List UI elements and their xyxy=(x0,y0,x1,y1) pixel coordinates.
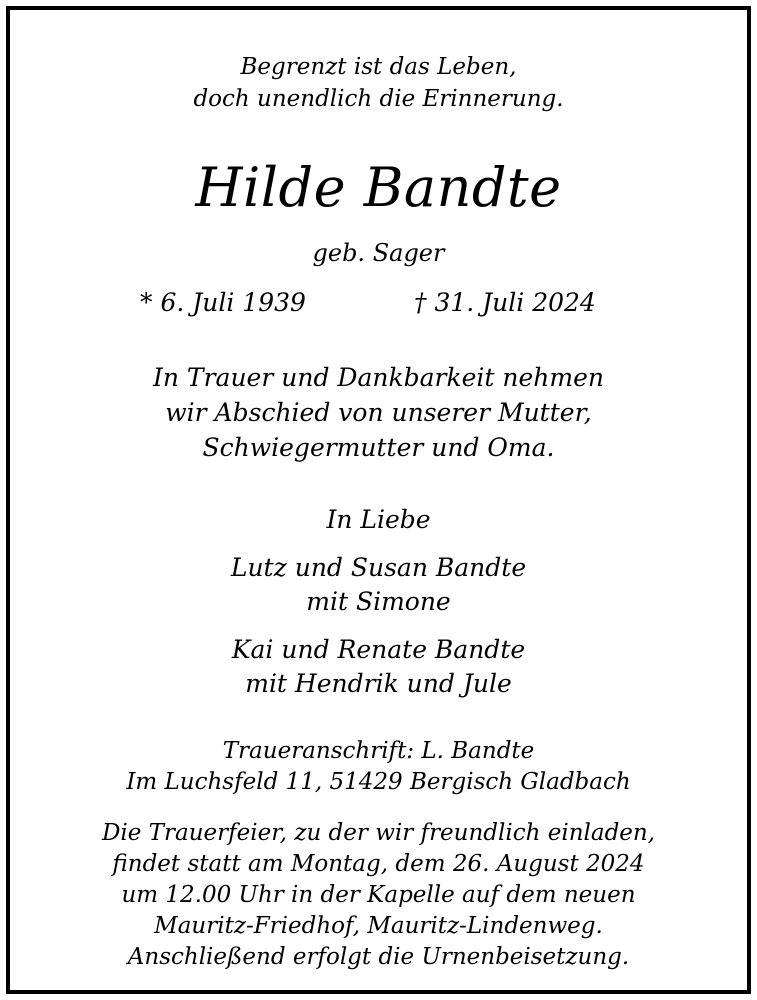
family-1-line-1: Lutz und Susan Bandte xyxy=(230,553,527,582)
life-dates xyxy=(10,288,747,318)
deceased-name: Hilde Bandte xyxy=(195,156,562,219)
obituary-notice xyxy=(6,6,751,994)
address-line-1: Traueranschrift: L. Bandte xyxy=(222,738,535,764)
birth-date: * 6. Juli 1939 xyxy=(140,288,306,317)
statement-line-2: wir Abschied von unserer Mutter, xyxy=(165,398,592,427)
motto-line-2: doch unendlich die Erinnerung. xyxy=(193,86,564,112)
ceremony-line-4: Mauritz-Friedhof, Mauritz-Lindenweg. xyxy=(154,913,603,939)
family-1-line-2: mit Simone xyxy=(306,587,451,616)
ceremony-line-5: Anschließend erfolgt die Urnenbeisetzung. xyxy=(127,944,630,970)
family-2-line-1: Kai und Renate Bandte xyxy=(231,635,526,664)
address-line-2: Im Luchsfeld 11, 51429 Bergisch Gladbach xyxy=(126,769,631,795)
statement-line-1: In Trauer und Dankbarkeit nehmen xyxy=(153,363,604,392)
ceremony-line-2: findet statt am Montag, dem 26. August 2024 xyxy=(112,851,645,877)
statement-line-3: Schwiegermutter und Oma. xyxy=(202,433,555,462)
death-date: † 31. Juli 2024 xyxy=(414,288,596,317)
family-2-line-2: mit Hendrik und Jule xyxy=(245,669,512,698)
ceremony-line-3: um 12.00 Uhr in der Kapelle auf dem neuen xyxy=(121,882,636,908)
mourners-intro: In Liebe xyxy=(326,505,431,534)
maiden-name: geb. Sager xyxy=(312,239,445,267)
motto-line-1: Begrenzt ist das Leben, xyxy=(240,54,517,80)
ceremony-line-1: Die Trauerfeier, zu der wir freundlich einladen, xyxy=(101,820,656,846)
